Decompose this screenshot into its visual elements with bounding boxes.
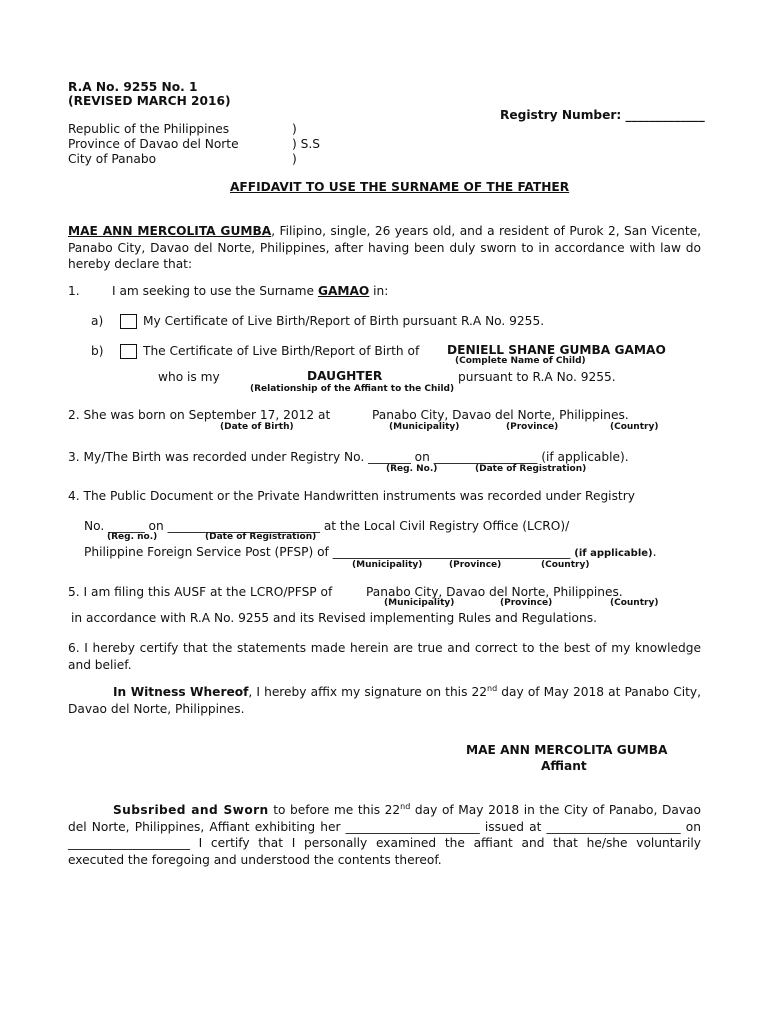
caption-date-of-birth: (Date of Birth) bbox=[220, 422, 294, 432]
pfsp-label: Philippine Foreign Service Post (PFSP) of bbox=[84, 545, 329, 559]
option-b-checkbox[interactable] bbox=[120, 341, 137, 360]
item1-number: 1. bbox=[68, 284, 80, 298]
item5-text: 5. I am filing this AUSF at the LCRO/PFSP of bbox=[68, 585, 333, 599]
item1-line bbox=[112, 284, 388, 299]
ra-number: R.A No. 9255 No. 1 bbox=[68, 80, 198, 94]
item4-line1: 4. The Public Document or the Private Handwritten instruments was recorded under Registry bbox=[68, 489, 635, 503]
caption-date-registration-2: (Date of Registration) bbox=[205, 532, 317, 542]
revision-date: (REVISED MARCH 2016) bbox=[68, 94, 231, 108]
option-a-checkbox[interactable] bbox=[120, 311, 137, 330]
jurat-paragraph bbox=[68, 802, 701, 868]
caption-country-2: (Country) bbox=[541, 560, 590, 570]
intro-text: , Filipino, single, 26 years old, and a resident of Purok 2, San Vicente, Panabo City, Davao del Norte, Philippines, after having been duly sworn to in accordance with law do hereby declare that: bbox=[68, 224, 701, 271]
jurat-lead: Subsribed and Sworn bbox=[113, 803, 269, 817]
who-is-my: who is my bbox=[158, 370, 220, 384]
pfsp-applicable: (if applicable) bbox=[574, 548, 653, 559]
witness-text2: day of May 2018 at Panabo City, Davao del Norte, Philippines. bbox=[68, 685, 701, 716]
item2-text: 2. She was born on September 17, 2012 at bbox=[68, 408, 331, 422]
caption-country-3: (Country) bbox=[610, 598, 659, 608]
item5-place: Panabo City, Davao del Norte, Philippines. bbox=[366, 585, 623, 599]
option-a-letter: a) bbox=[91, 314, 104, 328]
caption-province-2: (Province) bbox=[449, 560, 502, 570]
item1-surname: GAMAO bbox=[317, 284, 370, 298]
caption-reg-no: (Reg. No.) bbox=[386, 464, 438, 474]
venue-paren-1: ) bbox=[292, 122, 297, 136]
document-title: AFFIDAVIT TO USE THE SURNAME OF THE FATHER bbox=[230, 180, 570, 194]
child-name-caption: (Complete Name of Child) bbox=[455, 356, 586, 366]
caption-country: (Country) bbox=[610, 422, 659, 432]
jurat-sup: nd bbox=[400, 801, 411, 811]
jurat-text2: day of May 2018 in the City of Panabo, Davao del Norte, Philippines, Affiant exhibiting her ______________________ issued at ______________________ on ____________________ I certify that I personally examined the affiant and that he/she voluntarily executed the foregoing and understood the contents thereof. bbox=[68, 803, 701, 867]
affiant-name: MAE ANN MERCOLITA GUMBA bbox=[68, 224, 272, 238]
relationship: DAUGHTER bbox=[307, 369, 383, 383]
caption-reg-no-2: (Reg. no.) bbox=[107, 532, 158, 542]
item5-line2: in accordance with R.A No. 9255 and its Revised implementing Rules and Regulations. bbox=[71, 611, 597, 625]
relationship-caption: (Relationship of the Affiant to the Child) bbox=[250, 384, 455, 394]
item4-line3 bbox=[84, 545, 657, 560]
jurat-text1: to before me this 22 bbox=[268, 803, 401, 817]
witness-paragraph bbox=[68, 684, 701, 717]
pursuant-text: pursuant to R.A No. 9255. bbox=[458, 370, 616, 384]
witness-sup: nd bbox=[487, 683, 498, 693]
registry-number-field: Registry Number: _____________ bbox=[500, 108, 705, 122]
caption-date-registration: (Date of Registration) bbox=[475, 464, 587, 474]
item3-text: 3. My/The Birth was recorded under Registry No. _______ on _________________ (if applicable). bbox=[68, 450, 629, 464]
caption-municipality-3: (Municipality) bbox=[384, 598, 455, 608]
item4-line2: No. ______ on _________________________ at the Local Civil Registry Office (LCRO)/ bbox=[84, 519, 570, 533]
signature-name: MAE ANN MERCOLITA GUMBA bbox=[466, 743, 668, 757]
witness-text1: , I hereby affix my signature on this 22 bbox=[248, 685, 488, 699]
witness-lead: In Witness Whereof bbox=[113, 685, 249, 699]
caption-municipality-2: (Municipality) bbox=[352, 560, 423, 570]
caption-province: (Province) bbox=[506, 422, 559, 432]
venue-ss: ) S.S bbox=[292, 137, 320, 151]
pfsp-period: . bbox=[652, 545, 657, 559]
signature-role: Affiant bbox=[541, 759, 587, 773]
pfsp-blank: _______________________________________ bbox=[332, 545, 571, 559]
item1-suffix: in: bbox=[373, 284, 389, 298]
option-b-letter: b) bbox=[91, 344, 104, 358]
child-name: DENIELL SHANE GUMBA GAMAO bbox=[447, 343, 666, 357]
caption-province-3: (Province) bbox=[500, 598, 553, 608]
venue-paren-3: ) bbox=[292, 152, 297, 166]
option-b-text: The Certificate of Live Birth/Report of Birth of bbox=[143, 344, 420, 358]
option-a-text: My Certificate of Live Birth/Report of Birth pursuant R.A No. 9255. bbox=[143, 314, 545, 328]
item2-place: Panabo City, Davao del Norte, Philippines. bbox=[372, 408, 629, 422]
venue-republic: Republic of the Philippines bbox=[68, 122, 230, 136]
caption-municipality: (Municipality) bbox=[389, 422, 460, 432]
item6-text: 6. I hereby certify that the statements made herein are true and correct to the best of my knowledge and belief. bbox=[68, 641, 701, 672]
intro-paragraph bbox=[68, 223, 701, 273]
item1-prefix: I am seeking to use the Surname bbox=[112, 284, 315, 298]
venue-province: Province of Davao del Norte bbox=[68, 137, 239, 151]
venue-city: City of Panabo bbox=[68, 152, 157, 166]
